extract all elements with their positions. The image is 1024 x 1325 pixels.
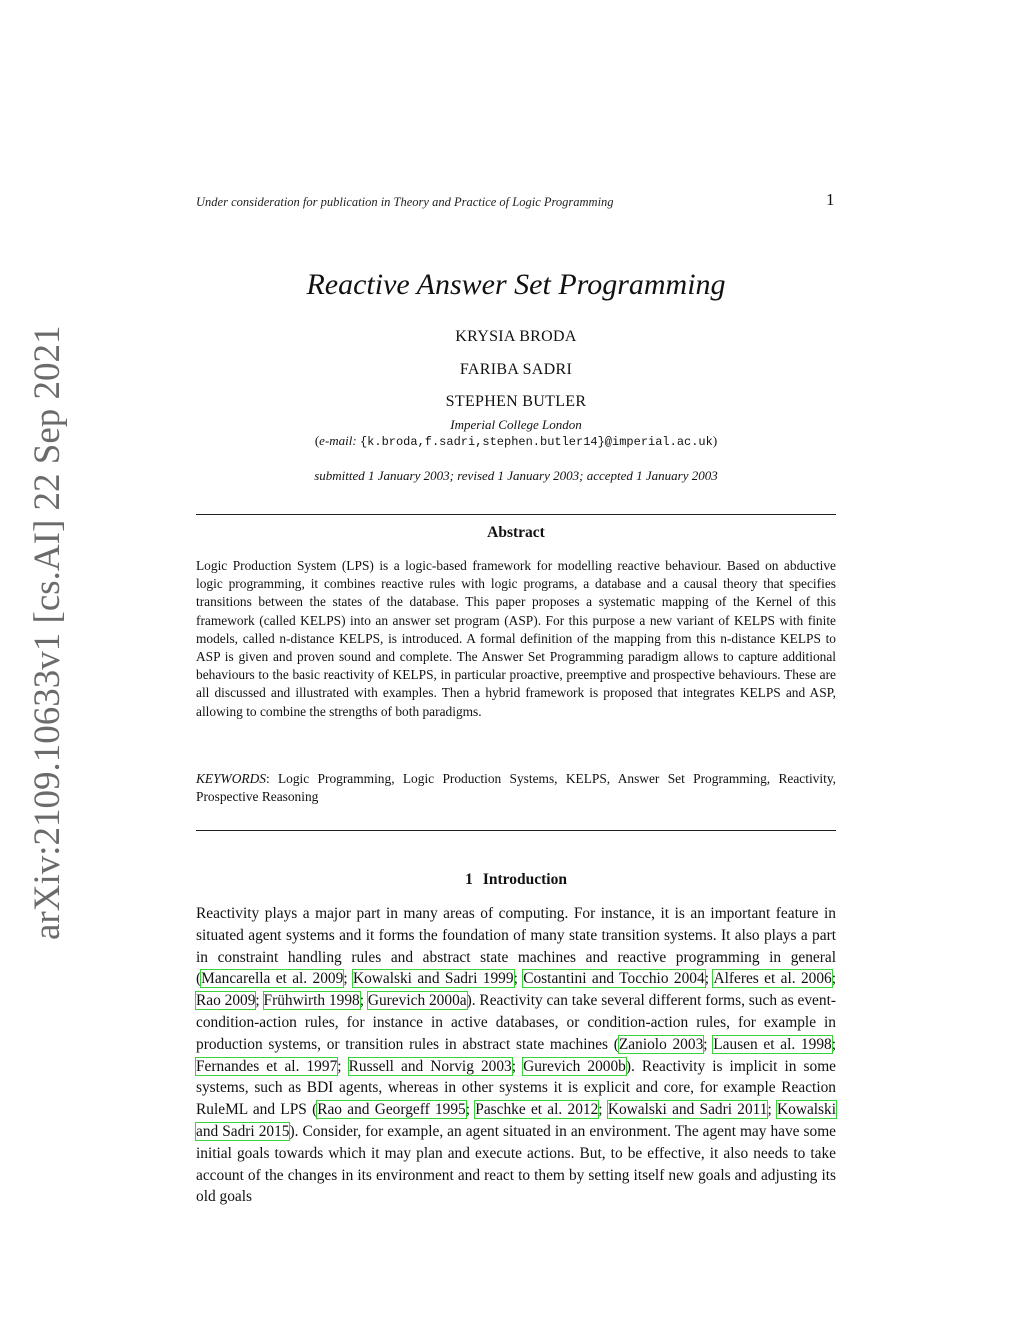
- arxiv-identifier: arXiv:2109.10633v1 [cs.AI] 22 Sep 2021: [27, 325, 68, 940]
- citation-link[interactable]: Gurevich 2000b: [523, 1057, 626, 1075]
- author-name: FARIBA SADRI: [459, 361, 573, 378]
- citation-link[interactable]: Lausen et al. 1998: [713, 1035, 832, 1053]
- email-line: (e-mail: {k.broda,f.sadri,stephen.butler14}@imperial.ac.uk): [314, 433, 718, 449]
- author-name: KRYSIA BRODA: [455, 328, 577, 345]
- abstract-text: Logic Production System (LPS) is a logic-based framework for modelling reactive behaviour. Based on abductive logic programming, it combines reactive rules with logic programs, a database and a causal theory that specifies transitions between the states of the database. This paper proposes a systematic mapping of the Kernel of this framework (called KELPS) into an answer set program (ASP). For this purpose a new variant of KELPS with finite models, called n-distance KELPS, is introduced. A formal definition of the mapping from this n-distance KELPS to ASP is given and proven sound and complete. The Answer Set Programming paradigm allows to capture additional behaviours to the basic reactivity of KELPS, in particular proactive, preemptive and prospective behaviours. These are all discussed and illustrated with examples. Then a hybrid framework is proposed that integrates KELPS and ASP, allowing to combine the strengths of both paradigms.: [196, 558, 836, 719]
- abstract-top-rule: [196, 514, 836, 515]
- citation-link[interactable]: Zaniolo 2003: [618, 1035, 704, 1053]
- author-name: STEPHEN BUTLER: [445, 393, 587, 410]
- intro-paragraph: Reactivity plays a major part in many areas of computing. For instance, it is an important feature in situated agent systems and it forms the foundation of many state transition systems. It also plays a part in constraint handling rules and abstract state machines and reactive programming in general (Mancarella et al. 2009; Kowalski and Sadri 1999; Costantini and Tocchio 2004; Alferes et al. 2006; Rao 2009; Frühwirth 1998; Gurevich 2000a). Reactivity can take several different forms, such as event-condition-action rules, for instance in active databases, or condition-action rules, for example in production systems, or transition rules in abstract state machines (Zaniolo 2003; Lausen et al. 1998; Fernandes et al. 1997; Russell and Norvig 2003; Gurevich 2000b). Reactivity is implicit in some systems, such as BDI agents, whereas in other systems it is explicit and core, for example Reaction RuleML and LPS (Rao and Georgeff 1995; Paschke et al. 2012; Kowalski and Sadri 2011; Kowalski and Sadri 2015). Consider, for example, an agent situated in an environment. The agent may have some initial goals towards which it may plan and execute actions. But, to be effective, it also needs to take account of the changes in its environment and react to them by setting itself new goals and adjusting its old goals: [196, 905, 837, 1206]
- email-label: e-mail:: [319, 433, 357, 448]
- abstract-heading: Abstract: [487, 524, 545, 541]
- keywords-label: KEYWORDS: [196, 771, 266, 786]
- paper-title: Reactive Answer Set Programming: [306, 268, 726, 301]
- abstract-bottom-rule: [196, 830, 836, 831]
- citation-link[interactable]: Mancarella et al. 2009: [201, 970, 344, 988]
- section-heading: [196, 871, 836, 889]
- citation-link[interactable]: Frühwirth 1998: [263, 992, 360, 1010]
- citation-link[interactable]: Kowalski and Sadri 2015: [196, 1101, 837, 1140]
- citation-link[interactable]: Russell and Norvig 2003: [348, 1057, 512, 1075]
- section-title: Introduction: [482, 871, 567, 888]
- citation-link[interactable]: Kowalski and Sadri 2011: [607, 1101, 768, 1119]
- email-address: {k.broda,f.sadri,stephen.butler14}@imperial.ac.uk: [359, 435, 713, 449]
- submission-dates: submitted 1 January 2003; revised 1 January 2003; accepted 1 January 2003: [314, 468, 718, 483]
- section-number: 1: [465, 871, 473, 888]
- page-number: 1: [826, 190, 835, 209]
- citation-link[interactable]: Kowalski and Sadri 1999: [352, 970, 514, 988]
- citation-link[interactable]: Costantini and Tocchio 2004: [523, 970, 705, 988]
- keywords-text: : Logic Programming, Logic Production Systems, KELPS, Answer Set Programming, Reactivity, Prospective Reasoning: [196, 771, 836, 805]
- keywords: [196, 770, 836, 806]
- citation-link[interactable]: Rao 2009: [196, 992, 256, 1010]
- citation-link[interactable]: Gurevich 2000a: [367, 992, 467, 1010]
- citation-link[interactable]: Rao and Georgeff 1995: [317, 1101, 466, 1119]
- affiliation: Imperial College London: [450, 417, 582, 432]
- citation-link[interactable]: Fernandes et al. 1997: [196, 1057, 338, 1075]
- citation-link[interactable]: Paschke et al. 2012: [475, 1101, 599, 1119]
- citation-link[interactable]: Alferes et al. 2006: [713, 970, 832, 988]
- running-head: Under consideration for publication in Theory and Practice of Logic Programming: [196, 195, 614, 209]
